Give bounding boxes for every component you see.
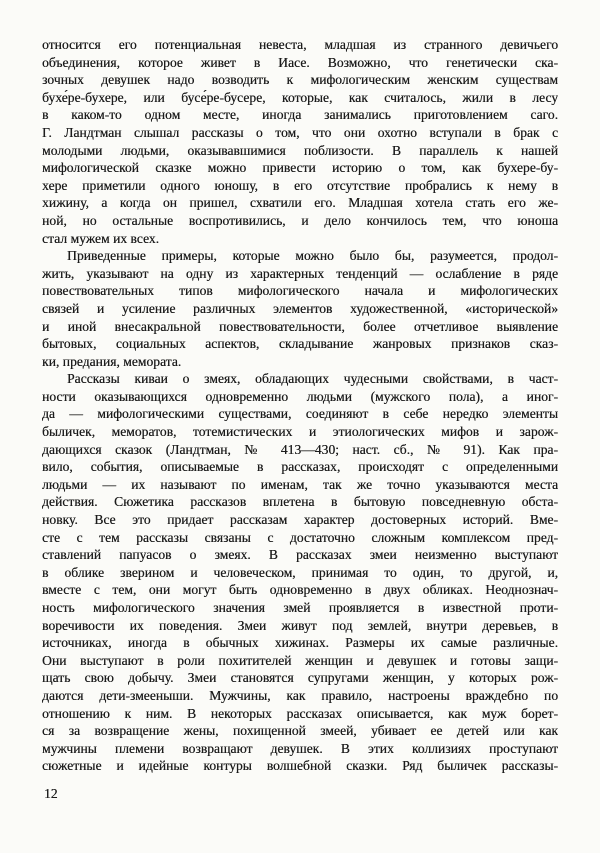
text-line: щать свою добычу. Змеи становятся супругами женщин, у которых рож- xyxy=(42,670,558,686)
text-line: вместе с тем, они могут быть одновременно в двух обликах. Неоднознач- xyxy=(42,582,558,598)
text-line: молодыми людьми, оказывавшимися поблизости. В параллель к нашей xyxy=(42,142,558,158)
text-line: Они выступают в роли похитителей женщин и девушек и готовы защи- xyxy=(42,652,558,668)
text-line: источниках, иногда в обычных хижинах. Размеры их самые различные. xyxy=(42,635,558,651)
text-line: ставлений папуасов о змеях. В рассказах змеи неизменно выступают xyxy=(42,547,558,563)
text-line: сте с тем рассказы связаны с достаточно сложным комплексом пред- xyxy=(42,529,558,545)
text-line: действия. Сюжетика рассказов вплетена в бытовую повседневную обста- xyxy=(42,494,558,510)
text-line: и иной внесакральной повествовательности, более отчетливое выявление xyxy=(42,318,558,334)
text-line: ся за возвращение жены, похищенной змеей, убивает ее детей или как xyxy=(42,723,558,739)
text-line: ки, предания, мемората. xyxy=(42,353,182,369)
text-line: дающихся сказок (Ландтман, № 413—430; наст. сб., № 91). Как пра- xyxy=(42,441,558,457)
text-line: Приведенные примеры, которые можно было бы, разумеется, продол- xyxy=(67,248,558,264)
text-line: зочных девушек надо возводить к мифологическим женским существам xyxy=(42,72,558,88)
text-line: Рассказы киваи о змеях, обладающих чудесными свойствами, в част- xyxy=(67,371,558,387)
text-line: Г. Ландтман слышал рассказы о том, что они охотно вступали в брак с xyxy=(42,124,558,140)
text-line: людьми — их называют по именам, так же точно указываются места xyxy=(42,476,558,492)
text-line: бухе́ре-бухере, или бусе́ре-бусере, которые, как считалось, жили в лесу xyxy=(42,89,558,105)
text-line: сюжетные и идейные контуры волшебной сказки. Ряд быличек рассказы- xyxy=(42,758,558,774)
page-text xyxy=(42,36,558,775)
text-line: мужчины племени возвращают девушек. В этих коллизиях проступают xyxy=(42,740,558,756)
text-line: хере приметили одного юношу, в его отсутствие пробрались к нему в xyxy=(42,177,558,193)
text-line: бытовых, социальных аспектов, складывание жанровых признаков сказ- xyxy=(42,336,558,352)
text-line: объединения, которое живет в Иасе. Возможно, что генетически ска- xyxy=(42,54,558,70)
text-line: вило, события, описываемые в рассказах, происходят с определенными xyxy=(42,459,558,475)
text-line: отношению к ним. В некоторых рассказах описывается, как муж борет- xyxy=(42,705,558,721)
text-line: воречивости их поведения. Змеи живут под землей, внутри деревьев, в xyxy=(42,617,558,633)
text-line: новку. Все это придает рассказам характер достоверных историй. Вме- xyxy=(42,512,558,528)
text-line: стал мужем их всех. xyxy=(42,230,160,246)
text-line: относится его потенциальная невеста, младшая из странного девичьего xyxy=(42,37,558,52)
text-line: быличек, меморатов, тотемистических и этиологических мифов и зарож- xyxy=(42,424,558,440)
page-number: 12 xyxy=(44,786,58,801)
text-line: ность мифологического значения змей проявляется в известной проти- xyxy=(42,600,558,615)
text-line: в каком-то одном месте, иногда занимались приготовлением саго. xyxy=(42,107,558,123)
text-line: хижину, а когда он пришел, схватили его. Младшая хотела стать его же- xyxy=(42,195,558,211)
text-line: ности оказывающихся одновременно людьми (мужского пола), а иног- xyxy=(42,388,558,404)
text-line: в облике зверином и человеческом, принимая то один, то другой, и, xyxy=(42,564,558,580)
text-line: повествовательных типов мифологического начала и мифологических xyxy=(42,283,558,299)
text-line: мифологической сказке можно привести историю о том, как бухере-бу- xyxy=(42,160,558,176)
text-line: ной, но остальные воспротивились, и дело кончилось тем, что юноша xyxy=(42,212,558,228)
text-line: да — мифологическими существами, соединяют в себе нередко элементы xyxy=(42,406,558,422)
text-line: жить, указывают на одну из характерных тенденций — ослабление в ряде xyxy=(42,265,558,281)
text-line: даются дети-змееныши. Мужчины, как правило, настроены враждебно по xyxy=(42,687,558,703)
text-line: связей и усиление различных элементов художественной, «исторической» xyxy=(42,300,558,316)
